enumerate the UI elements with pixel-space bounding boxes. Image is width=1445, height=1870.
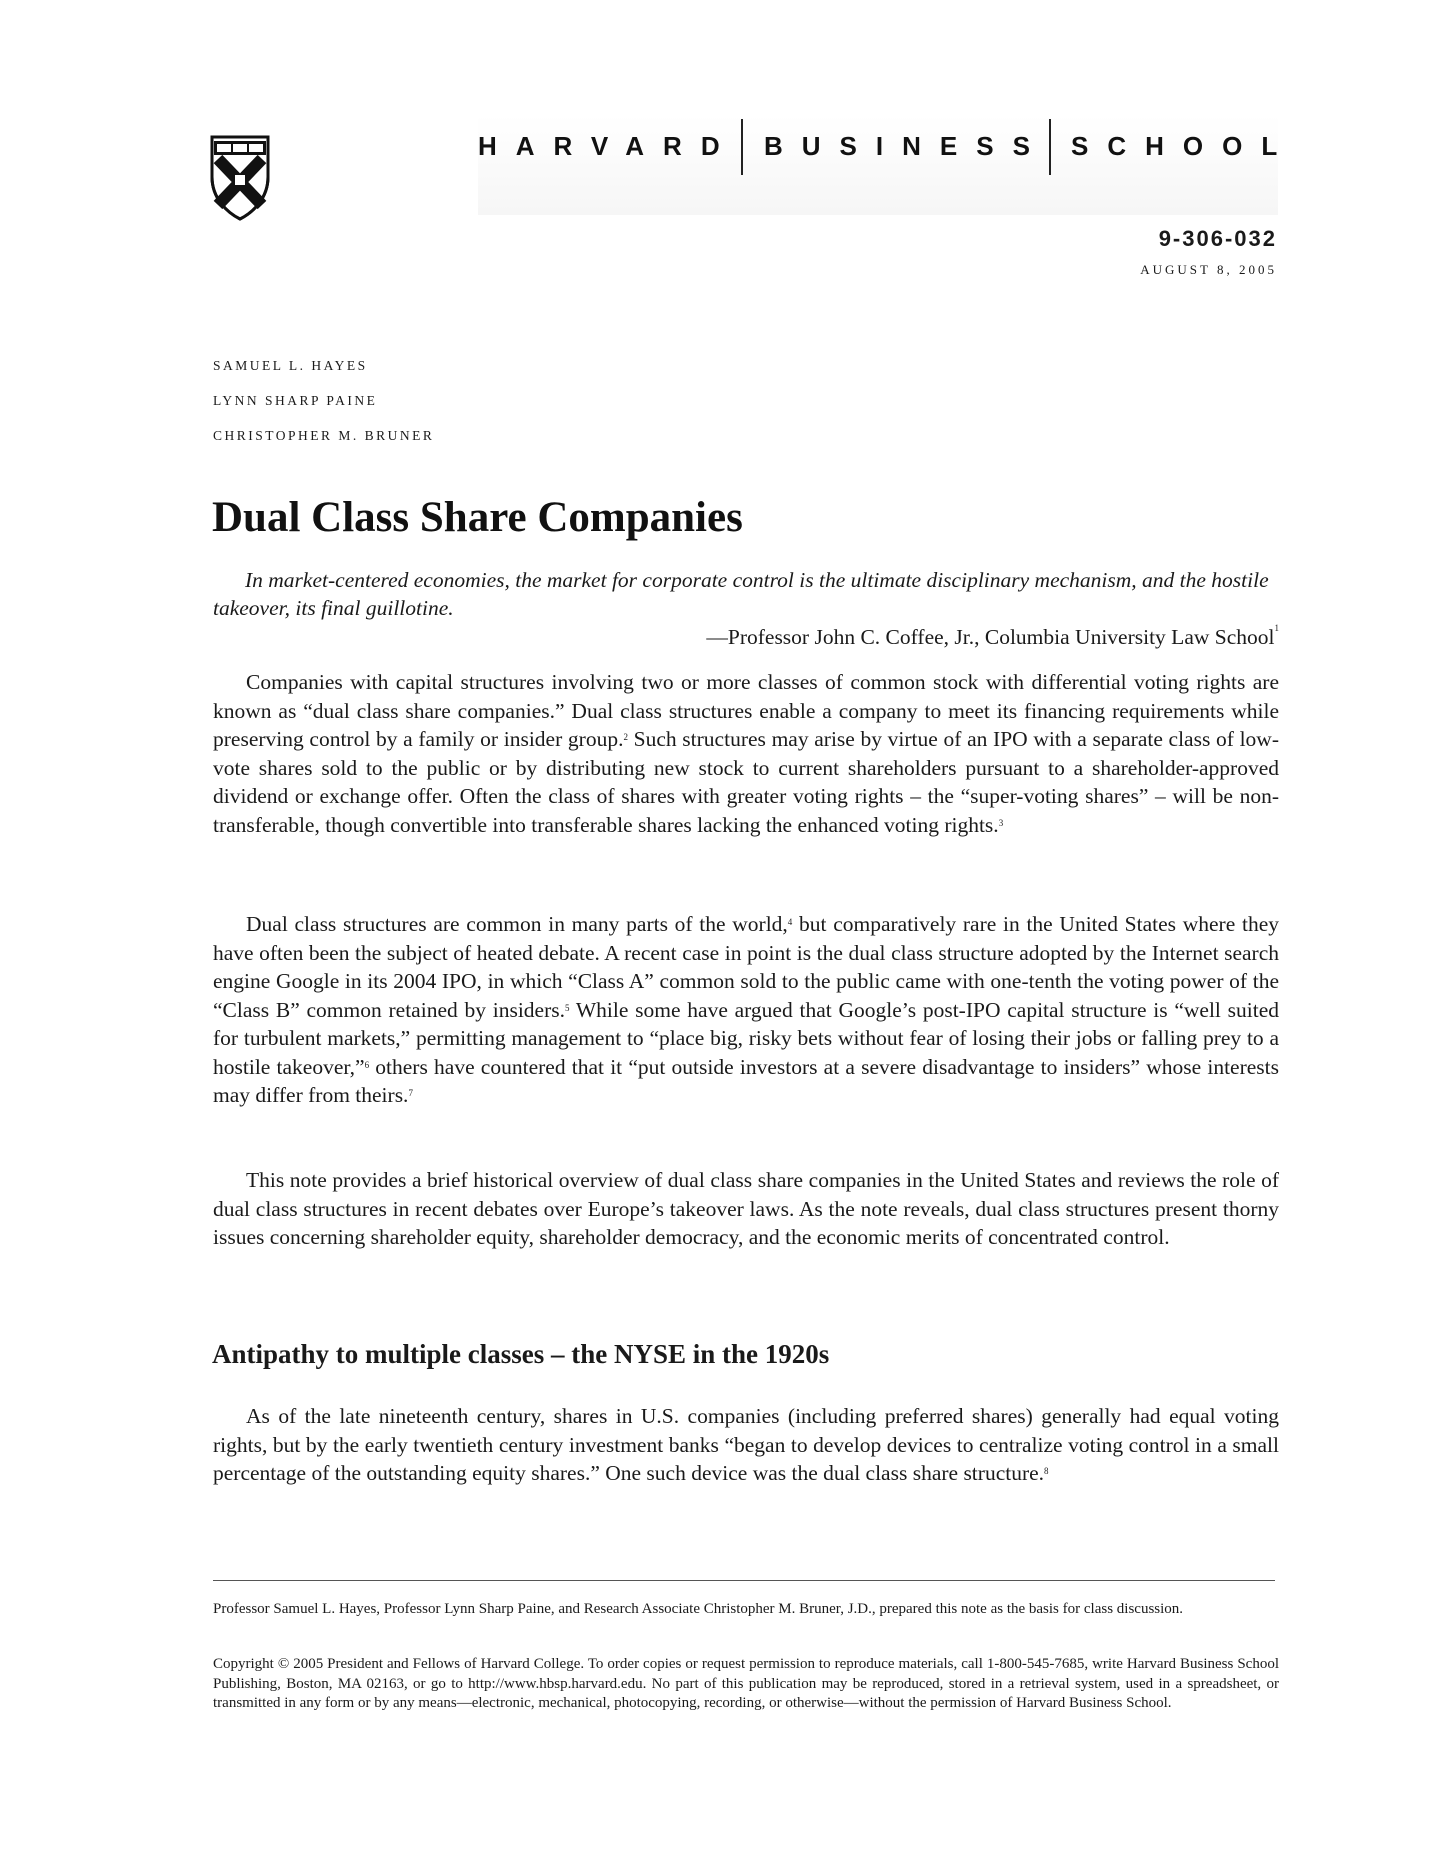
author-name: CHRISTOPHER M. BRUNER xyxy=(213,428,435,443)
paragraph-text: but comparatively rare in the United States where they have often been the subject of heated debate. A recent case in point is the dual class structure adopted by the Internet search engine Google in its 2004 IPO, in which “Class A” common sold to the public came with one-tenth the voting power of the “Class B” common retained by insiders. xyxy=(213,912,1279,1022)
masthead-business: BUSINESS xyxy=(764,131,1049,161)
masthead-divider xyxy=(1049,119,1051,175)
footnote-ref: 7 xyxy=(408,1088,413,1098)
footnote-ref: 3 xyxy=(998,817,1004,828)
page-title: Dual Class Share Companies xyxy=(212,494,743,541)
author-list xyxy=(213,348,434,453)
paragraph-text: Such structures may arise by virtue of an IPO with a separate class of low-vote shares sold to the public or by distributing new stock to current shareholders pursuant to a shareholder-approved dividend or exchange offer. Often the class of shares with greater voting rights – the “super-voting shares” – will be non-transferable, though convertible into transferable shares lacking the enhanced voting rights. xyxy=(213,727,1279,837)
body-paragraph xyxy=(213,1166,1279,1252)
paragraph-text: While some have argued that Google’s post-IPO capital structure is “well suited for turbulent markets,” permitting management to “place big, risky bets without fear of losing their jobs or falling prey to a hostile takeover,” xyxy=(213,997,1279,1079)
paragraph-text: As of the late nineteenth century, shares in U.S. companies (including preferred shares) generally had equal voting rights, but by the early twentieth century investment banks “began to develop devices to centralize voting control in a small percentage of the outstanding equity shares.” One such device was the dual class share structure. xyxy=(213,1404,1279,1485)
body-paragraph xyxy=(213,1402,1279,1488)
footnote-ref: 6 xyxy=(364,1059,370,1070)
footnote-ref: 2 xyxy=(623,732,628,742)
copyright-notice: Copyright © 2005 President and Fellows of Harvard College. To order copies or request permission to reproduce materials, call 1-800-545-7685, write Harvard Business School Publishing, Boston, MA 02163, or go to http://www.hbsp.harvard.edu. No part of this publication may be reproduced, stored in a retrieval system, used in a spreadsheet, or transmitted in any form or by any means—electronic, mechanical, photocopying, recording, or otherwise—without the permission of Harvard Business School. xyxy=(213,1656,1279,1711)
author-name: SAMUEL L. HAYES xyxy=(213,358,368,373)
body-paragraph xyxy=(213,910,1279,1110)
epigraph-attribution xyxy=(706,625,1279,650)
masthead-harvard: HARVARD xyxy=(478,131,739,161)
paragraph-text: This note provides a brief historical overview of dual class share companies in the United States and reviews the role of dual class structures in recent debates over Europe’s takeover laws. As the note reveals, dual class structures present thorny issues concerning shareholder equity, shareholder democracy, and the economic merits of concentrated control. xyxy=(213,1168,1279,1249)
body-paragraph xyxy=(213,668,1279,839)
masthead-divider xyxy=(741,119,743,175)
preparation-note: Professor Samuel L. Hayes, Professor Lynn Sharp Paine, and Research Associate Christopher M. Bruner, J.D., prepared this note as the basis for class discussion. xyxy=(213,1601,1184,1617)
masthead xyxy=(478,115,1297,215)
epigraph-text: In market-centered economies, the market for corporate control is the ultimate disciplinary mechanism, and the hostile takeover, its final guillotine. xyxy=(213,568,1269,620)
footnote-ref: 8 xyxy=(1044,1466,1049,1476)
section-heading: Antipathy to multiple classes – the NYSE in the 1920s xyxy=(212,1339,830,1369)
author-name: LYNN SHARP PAINE xyxy=(213,393,378,408)
document-date: AUGUST 8, 2005 xyxy=(1140,262,1277,277)
footnote-ref: 1 xyxy=(1274,623,1279,633)
paragraph-text: Dual class structures are common in many parts of the world, xyxy=(246,912,788,936)
harvard-crest-icon xyxy=(208,133,272,221)
masthead-school: SCHOOL xyxy=(1071,131,1297,161)
paragraph-text: Companies with capital structures involving two or more classes of common stock with differential voting rights are known as “dual class share companies.” Dual class structures enable a company to meet its financing requirements while preserving control by a family or insider group. xyxy=(213,670,1279,751)
paragraph-text: others have countered that it “put outside investors at a severe disadvantage to insiders” whose interests may differ from theirs. xyxy=(213,1054,1279,1107)
footnote-divider xyxy=(213,1580,1275,1581)
epigraph-quote xyxy=(213,566,1279,622)
attribution-text: —Professor John C. Coffee, Jr., Columbia University Law School xyxy=(706,625,1275,649)
footnote-ref: 5 xyxy=(565,1002,570,1013)
footnote-ref: 4 xyxy=(787,917,793,927)
document-number: 9-306-032 xyxy=(1158,226,1277,251)
